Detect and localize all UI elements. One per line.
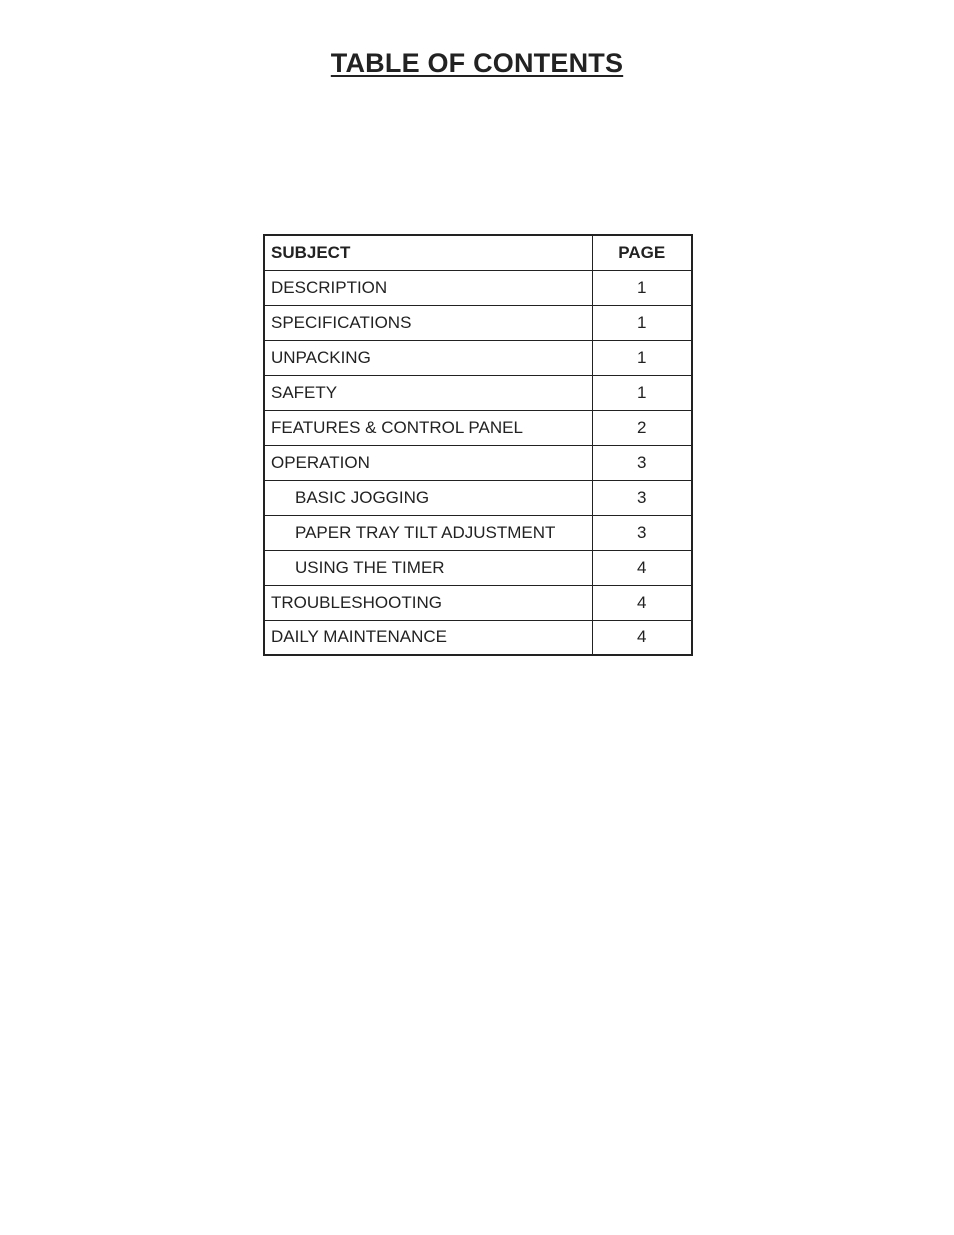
page-cell: 2 bbox=[592, 410, 692, 445]
subject-cell: FEATURES & CONTROL PANEL bbox=[264, 410, 592, 445]
page-title bbox=[0, 48, 954, 79]
page-title-text: TABLE OF CONTENTS bbox=[330, 48, 624, 78]
page-cell: 3 bbox=[592, 515, 692, 550]
subject-cell: SPECIFICATIONS bbox=[264, 305, 592, 340]
table-row bbox=[264, 340, 692, 375]
page-cell: 4 bbox=[592, 585, 692, 620]
subject-cell: OPERATION bbox=[264, 445, 592, 480]
page-cell: 1 bbox=[592, 305, 692, 340]
table-header-row bbox=[264, 235, 692, 270]
table-row bbox=[264, 445, 692, 480]
table-of-contents bbox=[263, 234, 693, 656]
subject-cell: DESCRIPTION bbox=[264, 270, 592, 305]
subject-cell: TROUBLESHOOTING bbox=[264, 585, 592, 620]
table-row bbox=[264, 585, 692, 620]
page-cell: 4 bbox=[592, 550, 692, 585]
table-row bbox=[264, 410, 692, 445]
table-row-subsection bbox=[264, 480, 692, 515]
page-cell: 3 bbox=[592, 480, 692, 515]
page-cell: 1 bbox=[592, 340, 692, 375]
page-cell: 1 bbox=[592, 375, 692, 410]
subject-cell: PAPER TRAY TILT ADJUSTMENT bbox=[264, 515, 592, 550]
subject-cell: BASIC JOGGING bbox=[264, 480, 592, 515]
page-cell: 4 bbox=[592, 620, 692, 655]
table-row bbox=[264, 375, 692, 410]
subject-cell: DAILY MAINTENANCE bbox=[264, 620, 592, 655]
table-row bbox=[264, 305, 692, 340]
page-cell: 3 bbox=[592, 445, 692, 480]
table-row bbox=[264, 270, 692, 305]
subject-cell: UNPACKING bbox=[264, 340, 592, 375]
subject-column-header: SUBJECT bbox=[264, 235, 592, 270]
table-row-subsection bbox=[264, 515, 692, 550]
page-column-header: PAGE bbox=[592, 235, 692, 270]
table-row-subsection bbox=[264, 550, 692, 585]
table-row bbox=[264, 620, 692, 655]
subject-cell: USING THE TIMER bbox=[264, 550, 592, 585]
subject-cell: SAFETY bbox=[264, 375, 592, 410]
page-cell: 1 bbox=[592, 270, 692, 305]
